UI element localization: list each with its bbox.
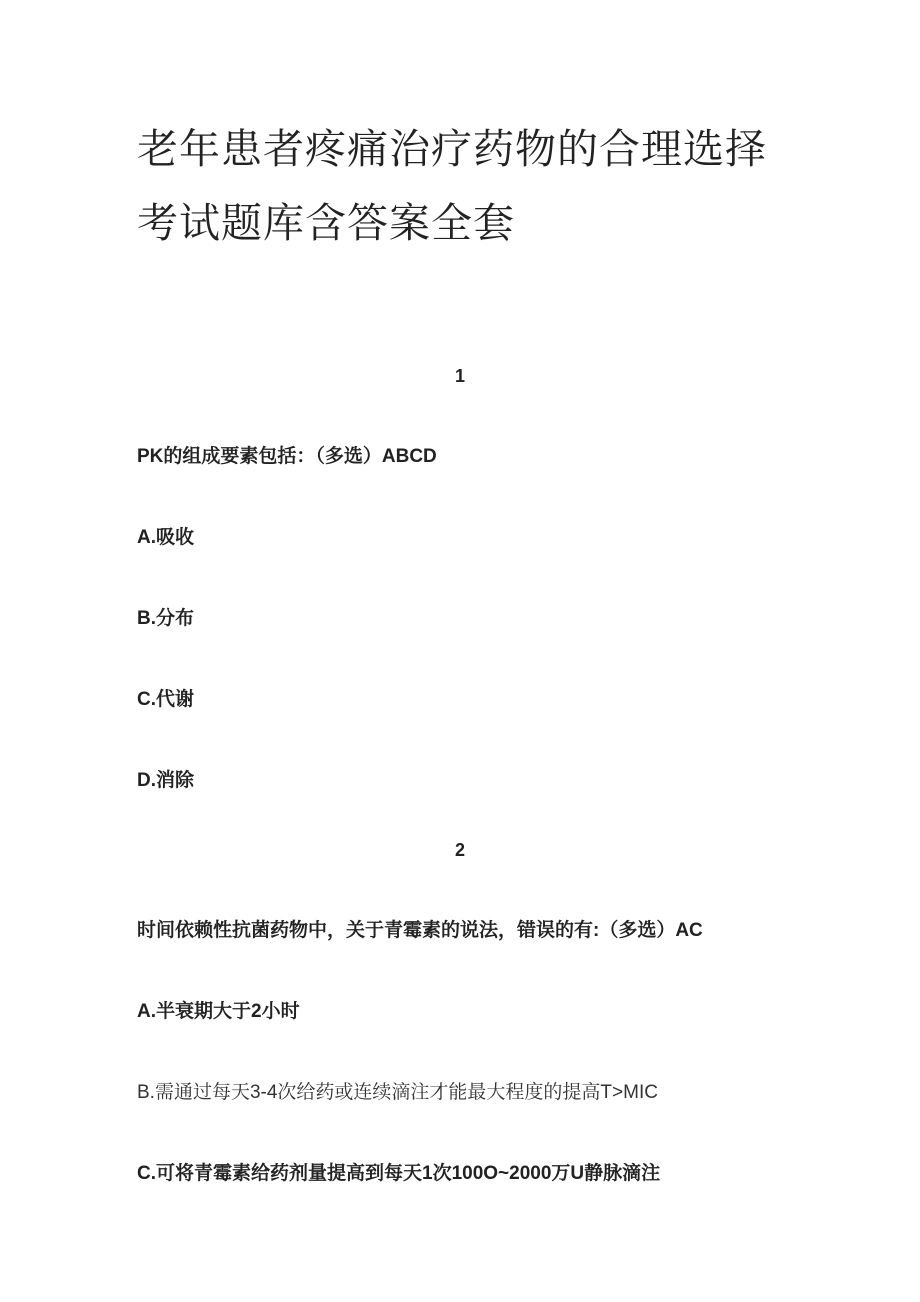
question-1-option-d: D.消除 — [137, 770, 195, 791]
title-line-2: 考试题库含答案全套 — [137, 199, 515, 247]
question-1-option-a: A.吸收 — [137, 527, 195, 548]
question-stem-1: PK的组成要素包括：（多选）ABCD — [137, 446, 437, 467]
document-title — [137, 112, 797, 260]
title-line-1: 老年患者疼痛治疗药物的合理选择 — [137, 125, 767, 173]
question-2-option-a: A.半衰期大于2小时 — [137, 1001, 300, 1022]
question-2-option-c: C.可将青霉素给药剂量提高到每天1次100O~2000万U静脉滴注 — [137, 1163, 661, 1184]
question-stem-2: 时间依赖性抗菌药物中，关于青霉素的说法，错误的有:（多选）AC — [137, 920, 703, 941]
question-2-option-b: B.需通过每天3-4次给药或连续滴注才能最大程度的提高T>MIC — [137, 1082, 658, 1103]
question-1-option-b: B.分布 — [137, 608, 195, 629]
question-number-1: 1 — [454, 366, 465, 386]
question-1-option-c: C.代谢 — [137, 689, 195, 710]
question-number-2: 2 — [454, 840, 465, 860]
